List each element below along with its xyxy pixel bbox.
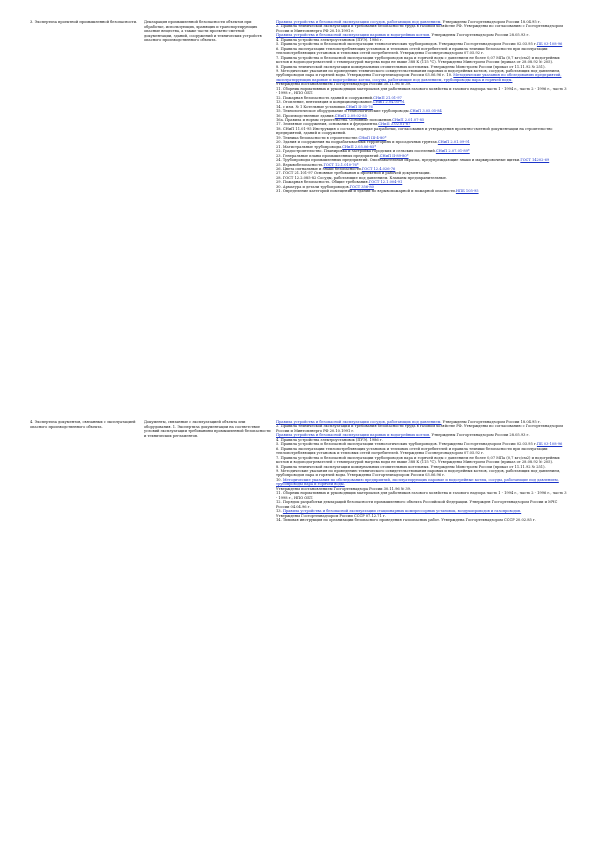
reference-text: 13. xyxy=(276,509,283,514)
reference-text: 28. ГОСТ 12.2.085-82 Сосуды, работающие под давлением. Клапаны предохранительные. xyxy=(276,175,448,180)
reference-text: 12. Порядок разработки деклараций безопасности промышленного объекта Российской Федерации. Утвержден Госгортехнадзором России и МЧС России 04.04.96 г. xyxy=(276,500,558,509)
section-1-references xyxy=(276,20,568,194)
reference-link[interactable]: СНиП III-4-80* xyxy=(358,135,387,140)
reference-link[interactable]: ГОСТ 12.1.010-76* xyxy=(323,162,359,167)
reference-link[interactable]: ГОСТ 356-80 xyxy=(349,184,374,189)
reference-text: 4. Правила устройства электроустановок (ПУЭ). 1986 г. xyxy=(276,437,383,442)
reference-text: 22. Градостроительство. Планировка и застройка городских и сельских поселений. xyxy=(276,149,436,154)
section-description-text: Декларация промышленной безопасности объектов при обработке, использующих, хранящих и транспортирующих опасные вещества, а также части проектно-сметной документации, зданий, сооружений и технических устройств опасного производственного объекта. xyxy=(144,20,262,43)
reference-text: 30. Арматура и детали трубопроводов. xyxy=(276,184,350,189)
reference-item xyxy=(276,189,568,193)
reference-link[interactable]: СНиП II-35-76 xyxy=(345,104,373,109)
reference-link[interactable]: СНиП 3.05.05-84 xyxy=(409,109,442,114)
reference-text: Утверждены Госгортехнадзором России СССР 07.12.71 г. xyxy=(276,513,386,518)
reference-text: Утверждены Госгортехнадзором России 18.04.95 г. xyxy=(441,20,541,24)
reference-text: 20. Здания и сооружения на подрабатываемых территориях и просадочных грунтах. xyxy=(276,140,438,145)
reference-link[interactable]: СНиП 2.09.02-85 xyxy=(334,113,367,118)
reference-item xyxy=(276,47,568,56)
reference-link[interactable]: СНиП II-89-80* xyxy=(379,153,409,158)
reference-text: 2. Правила технической эксплуатации и требования безопасности труда в газовом хозяйстве РФ. Утверждены по согласованию с Госгортехнадзором России и Минтопэнерго РФ 20.10.1991 г. xyxy=(276,424,563,433)
reference-text: 5. Правила устройства и безопасной эксплуатации технологических трубопроводов. Утверждены Госгортехнадзором России 02.03.95 г. xyxy=(276,442,537,447)
section-description-text: Документы, связанные с эксплуатацией объекта или оборудования. 1. Экспертиза документации на соответствие условий эксплуатации требованиям промышленной безопасности и технических регламентов. xyxy=(144,420,271,438)
reference-link[interactable]: СНиП 2.01.09-91 xyxy=(437,140,470,145)
reference-item xyxy=(276,491,568,500)
reference-link[interactable]: СНиП 2.01.07-85 xyxy=(392,117,425,122)
reference-text: 15. Технологическое оборудование и технологические трубопроводы. xyxy=(276,109,410,114)
reference-item xyxy=(276,518,568,522)
reference-text: 18. СНиП 11.01-95 Инструкция о составе, порядке разработки, согласования и утверждения проектно-сметной документации на строительство предприятий, зданий и сооружений. xyxy=(276,126,553,136)
reference-text: 31. Определение категорий помещений и зданий по взрывопожарной и пожарной опасности. xyxy=(276,189,456,194)
reference-text: 7. Правила устройства и безопасной эксплуатации трубопроводов пара и горячей воды с давлением не более 0,07 МПа (0,7 кгс/см2) и водогрейных котлов и водоподогревателей с температурой нагрева воды не выше 388 К (115 °С). Утверждены Минстроем России (приказ от 28.08.92 № 205). xyxy=(276,455,560,465)
reference-text: Утверждены Госгортехнадзором России 28.05.93 г. xyxy=(430,433,530,438)
reference-text: 27. ГОСТ 21.101-97 Основные требования к проектной и рабочей документации. xyxy=(276,171,431,176)
reference-item xyxy=(276,24,568,33)
reference-text: 12. Пожарная безопасность зданий и сооружений. xyxy=(276,95,374,100)
reference-item xyxy=(276,69,568,82)
reference-text: 7. Правила устройства и безопасной эксплуатации трубопроводов пара и горячей воды с давлением не более 0,07 МПа (0,7 кгс/см2) и водогрейных котлов и водоподогревателей с температурой нагрева воды не выше 388 К (115 °С). Утверждены Минстроем России (приказ от 28.08.92 № 205). xyxy=(276,55,560,65)
reference-text: 6. Правила эксплуатации теплопотребляющих установок и тепловых сетей потребителей и правила техники безопасности при эксплуатации теплопотребляющих установок и тепловых сетей потребителей. Утверждены Госэнергонадзором 07.05.92 г. xyxy=(276,446,548,456)
reference-item xyxy=(276,456,568,465)
reference-text: 5. Правила устройства и безопасной эксплуатации технологических трубопроводов. Утверждены Госгортехнадзором России 02.03.95 г. xyxy=(276,42,537,47)
reference-text: 24. Трубопроводы промышленных предприятий. Опознавательная окраска, предупреждающие знаки и маркировочные щитки. xyxy=(276,158,521,163)
reference-item xyxy=(276,127,568,136)
section-1-title xyxy=(30,20,140,25)
reference-item xyxy=(276,87,568,96)
reference-item xyxy=(276,500,568,509)
section-2-references xyxy=(276,420,568,522)
reference-text: 4. Правила устройства электроустановок (ПУЭ). 1986 г. xyxy=(276,37,383,42)
reference-text: Утверждены постановлением Госгортехнадзора России 30.11.96 № 39. xyxy=(276,82,412,87)
reference-text: 21. Магистральные трубопроводы. xyxy=(276,144,343,149)
reference-text: 16а. Правила и нормы строительства. Основные положения. xyxy=(276,117,393,122)
reference-text: 25. Взрывобезопасность. xyxy=(276,162,324,167)
reference-text: Утверждены постановлением Госгортехнадзора России 30.11.96 № 39. xyxy=(276,486,412,491)
reference-link[interactable]: СНиП 3.02.01-87 xyxy=(378,122,411,127)
reference-text: 10. xyxy=(276,477,283,482)
reference-link[interactable]: СНиП 21.01-97 xyxy=(373,95,402,100)
reference-link[interactable]: ГОСТ 14202-69 xyxy=(520,158,550,163)
reference-text: 23. Генеральные планы промышленных предприятий. xyxy=(276,153,380,158)
reference-text: 14. с изм. № 1 Котельные установки. xyxy=(276,104,346,109)
reference-link[interactable]: ПБ 03-108-96 xyxy=(536,42,563,47)
reference-text: Утверждены Госгортехнадзором России 28.05.93 г. xyxy=(430,33,530,38)
reference-link[interactable]: СНиП 2.07.01-89* xyxy=(435,149,470,154)
reference-item xyxy=(276,447,568,456)
reference-text: 6. Правила эксплуатации теплопотребляющих установок и тепловых сетей потребителей и правила техники безопасности при эксплуатации теплопотребляющих установок и тепловых сетей потребителей. Утверждены Госэнергонадзором 07.05.92 г. xyxy=(276,46,548,56)
reference-item xyxy=(276,469,568,478)
section-title-text: 4. Экспертиза документов, связанных с эксплуатацией опасного производственного объекта. xyxy=(30,420,136,429)
reference-text: 26. Цвета сигнальные и знаки безопасности. xyxy=(276,166,362,171)
reference-item xyxy=(276,56,568,65)
reference-text: Утверждены Госгортехнадзором России 18.04.95 г. xyxy=(441,420,541,424)
reference-text: 8. Правила технической эксплуатации коммунальных отопительных котельных. Утверждены Минстроем России (приказ от 11.11.92 № 251). xyxy=(276,64,546,69)
reference-text: 17. Земляные сооружения, основания и фундаменты. xyxy=(276,122,379,127)
reference-text: 8. Правила технической эксплуатации коммунальных отопительных котельных. Утверждены Минстроем России (приказ от 11.11.92 № 251). xyxy=(276,464,546,469)
reference-text: 19. Техника безопасности в строительстве. xyxy=(276,135,359,140)
reference-link[interactable]: ПБ 03-108-96 xyxy=(536,442,563,447)
reference-text: 9. Методические указания по проведению технического освидетельствования паровых и водогрейных котлов, сосудов, работающих под давлением, трубопроводов пара и горячей воды. Утверждены Госгортехнадзором России 03.06.96 г. xyxy=(276,468,561,478)
reference-text: 11. Сборник нормативных и руководящих материалов для работников газового хозяйства и газового надзора часть 1 - 1994 г., часть 2 - 1996 г., часть 3 - 1998 г., НПО ОБТ. xyxy=(276,86,567,96)
reference-link[interactable]: НПБ 105-95 xyxy=(455,189,479,194)
section-1-description xyxy=(144,20,272,43)
reference-text: 2. Правила технической эксплуатации и требования безопасности труда в газовом хозяйстве РФ. Утверждены по согласованию с Госгортехнадзором России и Минтопэнерго РФ 20.10.1991 г. xyxy=(276,24,563,33)
reference-link[interactable]: СНиП 2.05.06-85* xyxy=(342,144,377,149)
reference-text: 29. Пожарная безопасность. Общие требования. xyxy=(276,180,369,185)
reference-item xyxy=(276,478,568,487)
reference-link[interactable]: Правила устройства и безопасной эксплуатации сосудов, работающих под давлением. xyxy=(276,20,442,24)
reference-text: 16. Производственные здания. xyxy=(276,113,335,118)
reference-link[interactable]: Методические указания по обследованию предприятий, эксплуатирующих паровые и водогрейные котлы, сосуды, работающие под давлением, трубопроводы пара и горячей воды. xyxy=(276,73,562,82)
section-2-title xyxy=(30,420,140,429)
reference-link[interactable]: ГОСТ 12.1.004-91 xyxy=(368,180,403,185)
reference-text: 9. Методические указания по проведению технического освидетельствования паровых и водогрейных котлов, сосудов, работающих под давлением, трубопроводов пара и горячей воды. Утверждены Госгортехнадзором России 03.06.96 г. 10. xyxy=(276,68,561,78)
reference-link[interactable]: Правила устройства и безопасной эксплуатации паровых и водогрейных котлов. xyxy=(276,433,431,438)
section-title-text: 3. Экспертиза проектной промышленной безопасности. xyxy=(30,20,138,24)
reference-item xyxy=(276,424,568,433)
reference-link[interactable]: СНиП 2.04.05-91 xyxy=(372,100,405,105)
reference-link[interactable]: Правила устройства и безопасной эксплуатации паровых и водогрейных котлов. xyxy=(276,33,431,38)
reference-link[interactable]: Методические указания по обследованию предприятий, эксплуатирующих паровые и водогрейные котлы, сосуды, работающие под давлением, трубопроводы пара и горячей воды. xyxy=(276,477,559,487)
reference-text: 13. Отопление, вентиляция и кондиционирование. xyxy=(276,100,373,105)
reference-link[interactable]: ГОСТ 12.4.026-76 xyxy=(361,166,396,171)
reference-link[interactable]: Правила устройства и безопасной эксплуатации сосудов, работающих под давлением. xyxy=(276,420,442,424)
reference-link[interactable]: Правила устройства и безопасной эксплуатации стационарных компрессорных установок, воздухопроводов и газопроводов. xyxy=(282,509,522,514)
reference-text: 11. Сборник нормативных и руководящих материалов для работников газового хозяйства и газового надзора часть 1 - 1994 г., часть 2 - 1996 г., часть 3 - 1998 г., НПО ОБТ. xyxy=(276,491,567,500)
reference-text: 14. Типовая инструкция по организации безопасного проведения газоопасных работ. Утверждена Госгортехнадзором СССР 20.02.85 г. xyxy=(276,517,536,522)
section-2-description xyxy=(144,420,272,438)
